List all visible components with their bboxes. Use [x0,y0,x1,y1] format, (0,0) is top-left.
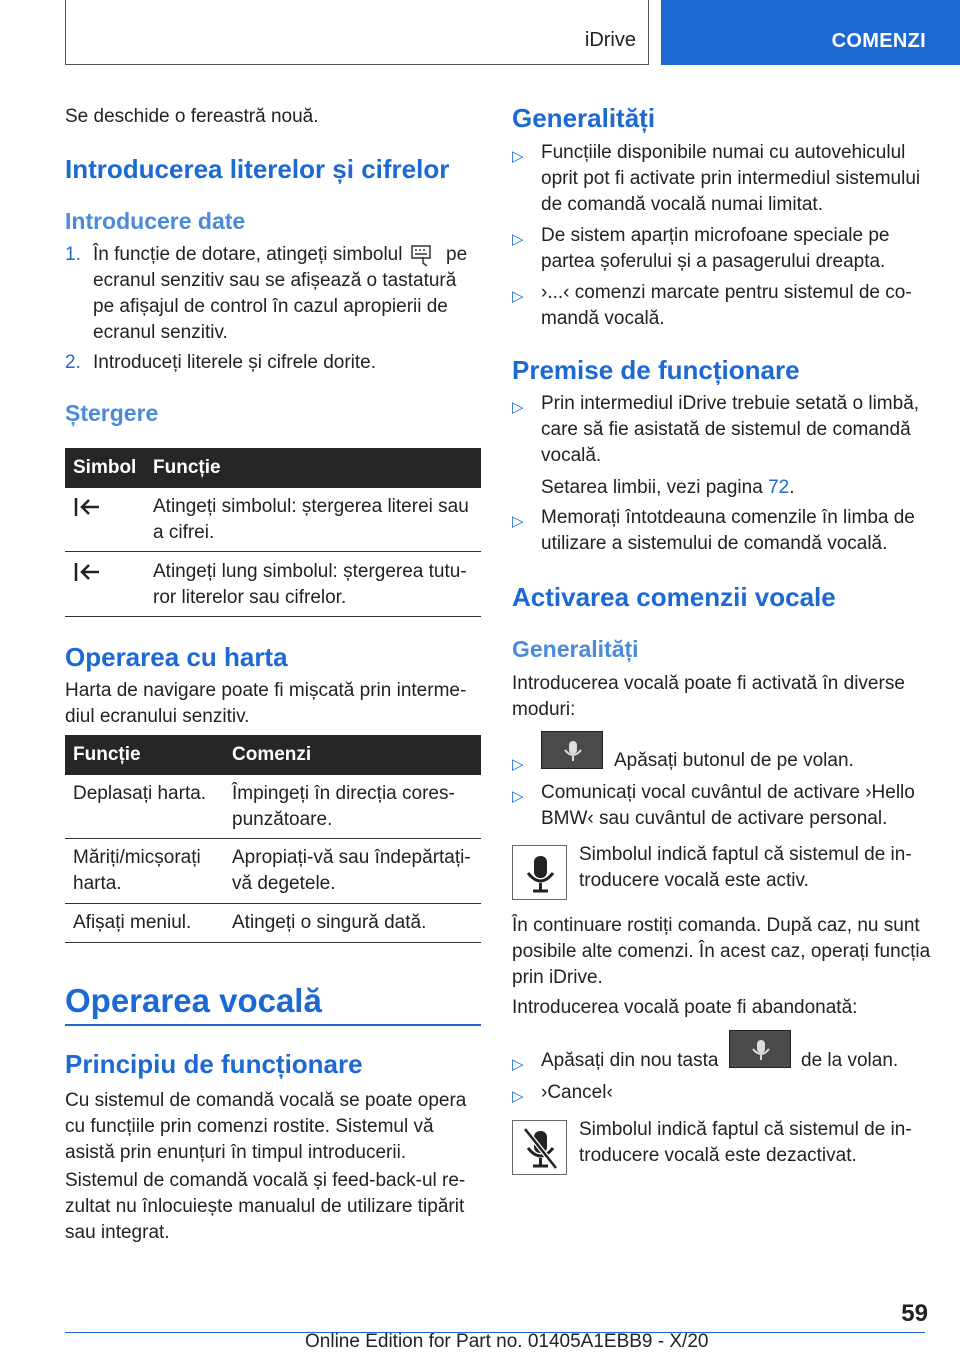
table1-header [65,448,481,488]
step1-text-a: În funcție de dotare, atingeți simbolul [93,244,403,265]
footer-edition: Online Edition for Part no. 01405A1EBB9 - X/20 [305,1331,709,1352]
premise-bullet-2: Memorați întotdeauna comenzile în limba de utilizare a sistemului de comandă vocală. [541,507,915,554]
bullet-icon: ▷ [512,1088,524,1105]
activate-bullet-2: Comunicați vocal cuvântul de activare ›Hello BMW‹ sau cuvântul de activare personal. [541,782,915,829]
intro-text: Se deschide o fereastră nouă. [65,106,319,127]
table2-row3-b: Atingeți o singură dată. [232,912,427,933]
heading-general-2: Generalități [512,636,639,662]
bullet-icon: ▷ [512,513,524,530]
step1-text-b: pe [446,244,468,265]
heading-delete: Ștergere [65,400,159,426]
table2-col-commands: Comenzi [232,744,312,765]
step2-text: Introduceți literele și cifrele dorite. [93,352,377,373]
table2-bottom [65,942,481,943]
step1-number: 1. [65,244,81,265]
bullet-icon: ▷ [512,1056,524,1073]
bullet-icon: ▷ [512,148,524,165]
table1-col-symbol: Simbol [73,457,137,478]
backspace-icon [73,561,101,588]
heading-map: Operarea cu harta [65,642,288,672]
heading-input: Introducere date [65,208,246,234]
voice-active-icon [512,845,567,900]
premise-see-page [541,475,795,501]
activate-bullet-1: Apăsați butonul de pe volan. [614,750,854,771]
general-bullet-1: Funcțiile disponibile numai cu autovehiculul oprit pot fi activate prin intermediul sistemului de comandă vocală numai limitat. [541,142,921,215]
table2-row1-a: Deplasați harta. [73,783,207,804]
table2-row2-b: Apropiați-vă sau îndepărtați-vă degetele. [232,847,471,894]
activate-text: Introducerea vocală poate fi activată în diverse moduri: [512,673,905,720]
heading-activate: Activarea comenzii vocale [512,582,836,612]
bullet-icon: ▷ [512,288,524,305]
voice-inactive-icon [512,1120,567,1175]
table1-bottom [65,616,481,617]
abort-bullet-1a: Apăsați din nou tasta [541,1050,719,1071]
see-page-text: Setarea limbii, vezi pagina [541,477,763,498]
table2-row1-b: Împingeți în direcția corespunzătoare. [232,783,455,830]
abort-bullet-2: ›Cancel‹ [541,1082,613,1103]
bullet-icon: ▷ [512,756,524,773]
heading-principle: Principiu de funcționare [65,1049,363,1079]
table2-header [65,735,481,775]
bullet-icon: ▷ [512,788,524,805]
principle-text-1: Cu sistemul de comandă vocală se poate opera cu funcțiile prin comenzi rostite. Sistemul vă asistă prin enunțuri în timpul introducerii. [65,1090,467,1163]
table1-divider [65,551,481,552]
map-text: Harta de navigare poate fi mișcată prin intermediul ecranului senzitiv. [65,680,467,727]
abort-text: Introducerea vocală poate fi abandonată: [512,997,858,1018]
step1-text-c: ecranul senzitiv sau se afișează o tastatură pe afișajul de control în cazul apropierii de ecranul senzitiv. [93,270,457,343]
general-bullet-3: ›...‹ comenzi marcate pentru sistemul de comandă vocală. [541,282,912,329]
premise-bullet-1: Prin intermediul iDrive trebuie setată o limbă, care să fie asistată de sistemul de comandă vocală. [541,393,920,466]
chapter-tab[interactable] [661,0,960,65]
heading-general: Generalități [512,103,656,133]
bullet-icon: ▷ [512,231,524,248]
table2-divider [65,838,481,839]
voice-active-text: Simbolul indică faptul că sistemul de introducere vocală este activ. [579,844,912,891]
general-bullet-2: De sistem aparțin microfoane speciale pe partea șoferului și a pasagerului dreapta. [541,225,890,272]
heading-premise: Premise de funcționare [512,355,800,385]
abort-bullet-1b: de la volan. [801,1050,899,1071]
steering-voice-button [729,1030,791,1068]
table1-row2-text: Atingeți lung simbolul: ștergerea tuturor literelor sau cifrelor. [153,561,467,608]
period: . [789,477,795,498]
page-number: 59 [901,1300,928,1327]
chapter-tab-label: COMENZI [831,30,926,52]
steering-voice-button [541,731,603,769]
heading-underline [65,1024,481,1026]
section-title: iDrive [584,29,636,51]
table1-col-function: Funcție [153,457,221,478]
keyboard-hand-icon [409,244,435,268]
table1-row1-text: Atingeți simbolul: ștergerea literei sau a cifrei. [153,496,469,543]
heading-voice: Operarea vocală [65,982,322,1019]
voice-inactive-text: Simbolul indică faptul că sistemul de introducere vocală este dezactivat. [579,1119,912,1166]
table2-row3-a: Afișați meniul. [73,912,192,933]
page-link[interactable]: 72 [768,477,790,498]
microphone-icon [730,1031,792,1069]
step2-number: 2. [65,352,81,373]
microphone-icon [542,732,604,770]
principle-text-2: Sistemul de comandă vocală și feed-back-ul rezultat nu înlocuiește manualul de utilizare tipărit sau integrat. [65,1170,466,1243]
continue-text: În continuare rostiți comanda. După caz, nu sunt posibile alte comenzi. În acest caz, operați funcția prin iDrive. [512,915,931,988]
heading-letters: Introducerea literelor și cifrelor [65,154,450,184]
bullet-icon: ▷ [512,399,524,416]
table2-row2-a: Măriți/micșorați harta. [73,847,201,894]
table2-col-function: Funcție [73,744,141,765]
header-box [65,0,649,65]
table2-divider [65,903,481,904]
backspace-icon [73,496,101,523]
